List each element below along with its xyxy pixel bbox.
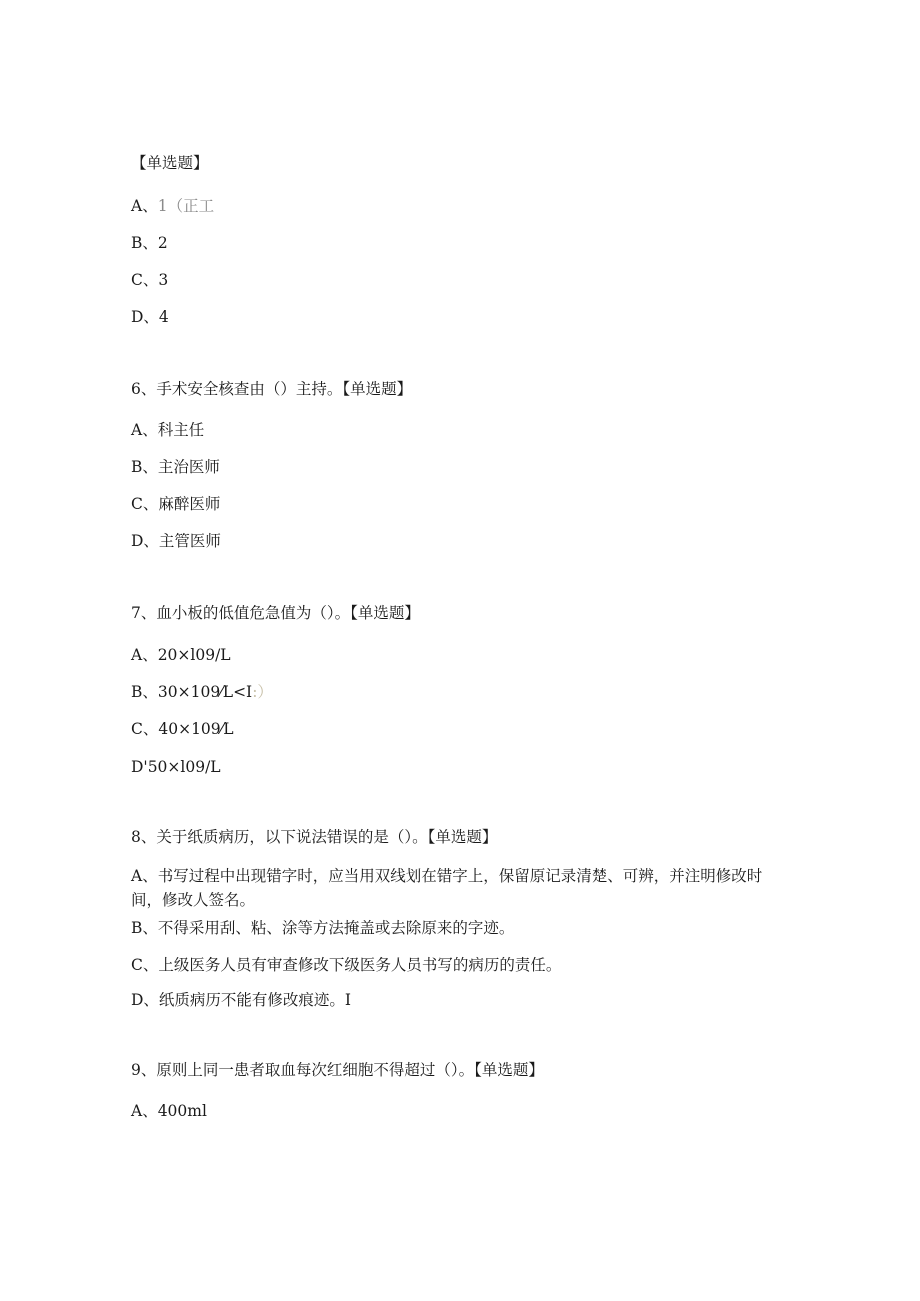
q7-option-c: C、40×109⁄L (131, 720, 234, 738)
q6-question: 6、手术安全核查由（）主持。【单选题】 (131, 380, 413, 398)
q8-option-d: D、纸质病历不能有修改痕迹。I (131, 991, 352, 1009)
q5-option-a-prefix: A、 (131, 197, 158, 215)
q9-question: 9、原则上同一患者取血每次红细胞不得超过（）。【单选题】 (131, 1061, 544, 1079)
q8-option-a: A、书写过程中出现错字时，应当用双线划在错字上，保留原记录清楚、可辨，并注明修改时间，修改人签名。 (131, 867, 763, 909)
q6-option-c: C、麻醉医师 (131, 495, 221, 513)
q5-option-b: B、2 (131, 234, 168, 252)
q7-option-b-main: B、30×109⁄L<I (131, 683, 253, 701)
q9-option-a: A、400ml (131, 1102, 207, 1120)
q5-type-tag: 【单选题】 (131, 154, 209, 172)
q7-option-d: D'50×l09/L (131, 758, 221, 776)
q7-question: 7、血小板的低值危急值为（）。【单选题】 (131, 604, 420, 622)
q5-option-c: C、3 (131, 271, 169, 289)
q7-option-a: A、20×l09/L (131, 646, 231, 664)
q7-option-b (131, 682, 273, 702)
q6-option-d: D、主管医师 (131, 532, 221, 550)
q6-option-b: B、主治医师 (131, 458, 220, 476)
q5-option-a-text: 1（正工 (157, 197, 215, 215)
q5-option-d: D、4 (131, 308, 169, 326)
q8-question: 8、关于纸质病历，以下说法错误的是（）。【单选题】 (131, 828, 498, 846)
q7-option-b-faint: :） (252, 683, 273, 701)
q5-option-a (131, 196, 214, 216)
q8-option-c: C、上级医务人员有审查修改下级医务人员书写的病历的责任。 (131, 956, 562, 974)
q6-option-a: A、科主任 (131, 421, 205, 439)
q8-option-b: B、不得采用刮、粘、涂等方法掩盖或去除原来的字迹。 (131, 919, 515, 937)
